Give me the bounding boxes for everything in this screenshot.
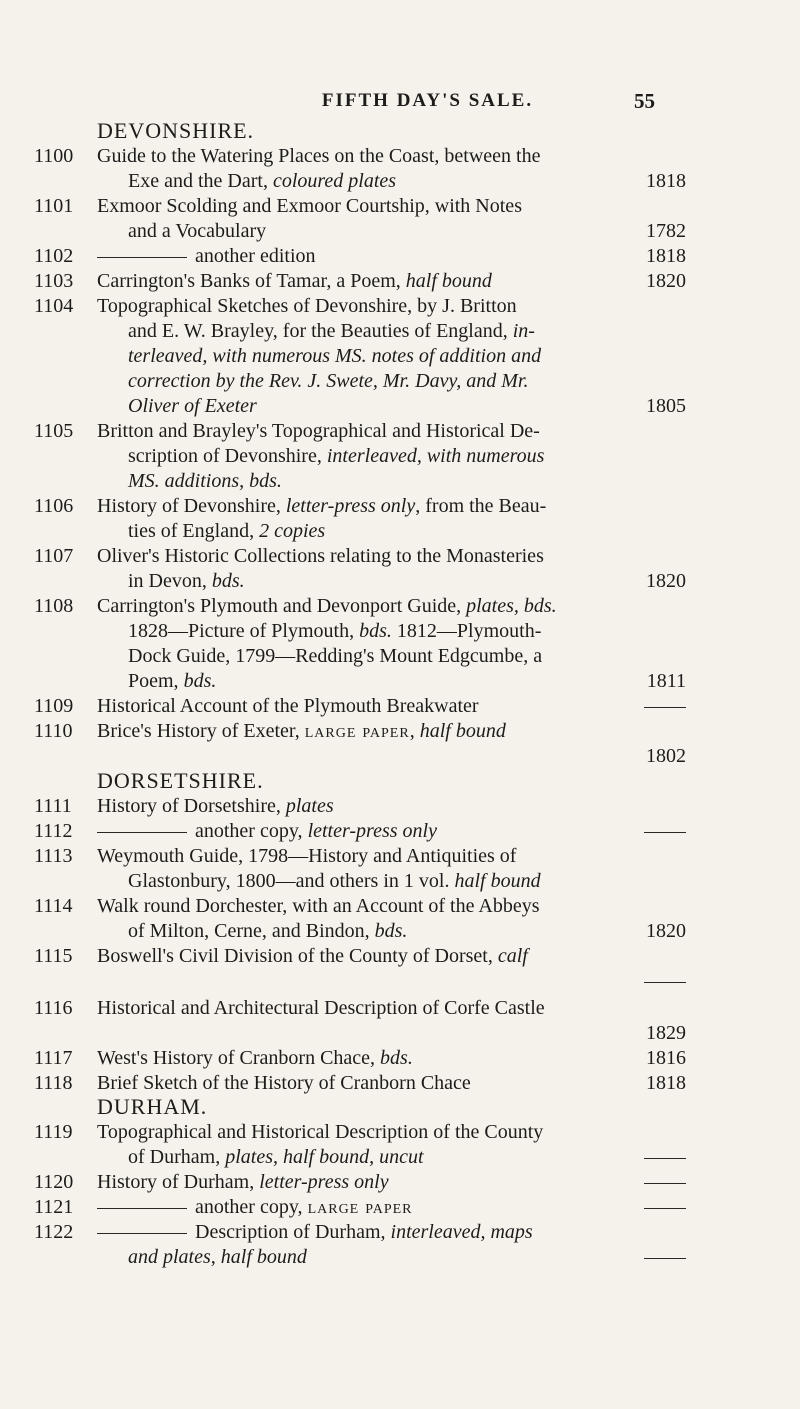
entry-text: in Devon, bds. (128, 570, 245, 592)
lot-number: 1115 (34, 945, 73, 967)
entry-text: MS. additions, bds. (128, 470, 282, 492)
entry-text: Britton and Brayley's Topographical and Historical De- (97, 420, 540, 442)
entry-text: Carrington's Banks of Tamar, a Poem, half bound (97, 270, 492, 292)
entry-text: of Durham, plates, half bound, uncut (128, 1146, 424, 1168)
page-header-title: FIFTH DAY'S SALE. (321, 90, 534, 111)
lot-number: 1103 (34, 270, 74, 292)
entry-text: of Milton, Cerne, and Bindon, bds. (128, 920, 408, 942)
entry-text: Dock Guide, 1799—Redding's Mount Edgcumbe, a (128, 645, 543, 667)
ditto-rule (97, 1208, 187, 1209)
ditto-dash (644, 832, 686, 833)
entry-text: scription of Devonshire, interleaved, with numerous (128, 445, 545, 467)
lot-number: 1107 (34, 545, 74, 567)
entry-year: 1820 (646, 920, 686, 942)
entry-year: 1818 (646, 245, 686, 267)
entry-text: Topographical and Historical Description of the County (97, 1121, 544, 1143)
entry-year: 1805 (646, 395, 686, 417)
lot-number: 1102 (34, 245, 74, 267)
lot-number: 1121 (34, 1196, 74, 1218)
section-heading-durham: DURHAM. (97, 1094, 208, 1119)
entry-text: Weymouth Guide, 1798—History and Antiquities of (97, 845, 517, 867)
running-head (200, 90, 655, 116)
ditto-rule (97, 1233, 187, 1234)
entry-text: History of Dorsetshire, plates (97, 795, 334, 817)
ditto-dash (644, 707, 686, 708)
entry-text: ties of England, 2 copies (128, 520, 326, 542)
lot-number: 1111 (34, 795, 72, 817)
entry-text: Topographical Sketches of Devonshire, by J. Britton (97, 295, 517, 317)
lot-number: 1110 (34, 720, 73, 742)
entry-text: another copy, letter-press only (97, 819, 687, 844)
entry-text: correction by the Rev. J. Swete, Mr. Davy, and Mr. (128, 370, 529, 392)
entry-text: Historical and Architectural Description of Corfe Castle (97, 997, 545, 1019)
entry-text: Brief Sketch of the History of Cranborn Chace (97, 1072, 471, 1094)
entry-year: 1816 (646, 1047, 686, 1069)
section-heading-dorsetshire: DORSETSHIRE. (97, 768, 264, 793)
entry-text: Carrington's Plymouth and Devonport Guide, plates, bds. (97, 595, 557, 617)
entry-text: West's History of Cranborn Chace, bds. (97, 1047, 413, 1069)
entry-text: and a Vocabulary (128, 220, 267, 242)
lot-number: 1109 (34, 695, 74, 717)
entry-year: 1829 (646, 1022, 686, 1044)
entry-text: Oliver's Historic Collections relating to the Monasteries (97, 545, 544, 567)
lot-number: 1122 (34, 1221, 74, 1243)
lot-number: 1113 (34, 845, 73, 867)
entry-text: Poem, bds. (128, 670, 217, 692)
lot-number: 1117 (34, 1047, 73, 1069)
lot-number: 1119 (34, 1121, 73, 1143)
entry-text: and E. W. Brayley, for the Beauties of England, in- (128, 320, 535, 342)
entry-text: Glastonbury, 1800—and others in 1 vol. half bound (128, 870, 541, 892)
entry-text: Exe and the Dart, coloured plates (128, 170, 397, 192)
lot-number: 1120 (34, 1171, 74, 1193)
entry-year: 1818 (646, 170, 686, 192)
ditto-dash (644, 1258, 686, 1259)
section-heading-devonshire: DEVONSHIRE. (97, 118, 255, 143)
entry-text: Walk round Dorchester, with an Account of the Abbeys (97, 895, 540, 917)
ditto-rule (97, 832, 187, 833)
lot-number: 1116 (34, 997, 73, 1019)
entry-text: terleaved, with numerous MS. notes of addition and (128, 345, 542, 367)
entry-text: Exmoor Scolding and Exmoor Courtship, with Notes (97, 195, 522, 217)
entry-year: 1802 (646, 745, 686, 767)
ditto-dash (644, 1158, 686, 1159)
lot-number: 1106 (34, 495, 74, 517)
entry-text: History of Durham, letter-press only (97, 1171, 389, 1193)
entry-text: Oliver of Exeter (128, 395, 257, 417)
ditto-dash (644, 1183, 686, 1184)
lot-number: 1104 (34, 295, 74, 317)
entry-text: another edition (97, 244, 687, 269)
lot-number: 1112 (34, 820, 73, 842)
lot-number: 1118 (34, 1072, 73, 1094)
entry-text: Description of Durham, interleaved, maps (97, 1220, 687, 1245)
lot-number: 1108 (34, 595, 74, 617)
ditto-dash (644, 982, 686, 983)
entry-text: Guide to the Watering Places on the Coast, between the (97, 145, 541, 167)
entry-text: another copy, large paper (97, 1195, 687, 1220)
ditto-rule (97, 257, 187, 258)
ditto-dash (644, 1208, 686, 1209)
entry-text: Historical Account of the Plymouth Breakwater (97, 695, 479, 717)
entry-text: Boswell's Civil Division of the County of Dorset, calf (97, 945, 528, 967)
entry-year: 1782 (646, 220, 686, 242)
entry-year: 1811 (646, 670, 686, 692)
entry-year: 1818 (646, 1072, 686, 1094)
lot-number: 1100 (34, 145, 74, 167)
lot-number: 1101 (34, 195, 74, 217)
entry-year: 1820 (646, 270, 686, 292)
entry-text: History of Devonshire, letter-press only, from the Beau- (97, 495, 547, 517)
page-number: 55 (634, 89, 655, 113)
lot-number: 1105 (34, 420, 74, 442)
entry-text: and plates, half bound (128, 1246, 307, 1268)
lot-number: 1114 (34, 895, 73, 917)
entry-text: Brice's History of Exeter, large paper, half bound (97, 720, 506, 742)
entry-year: 1820 (646, 570, 686, 592)
entry-text: 1828—Picture of Plymouth, bds. 1812—Plymouth- (128, 620, 542, 642)
